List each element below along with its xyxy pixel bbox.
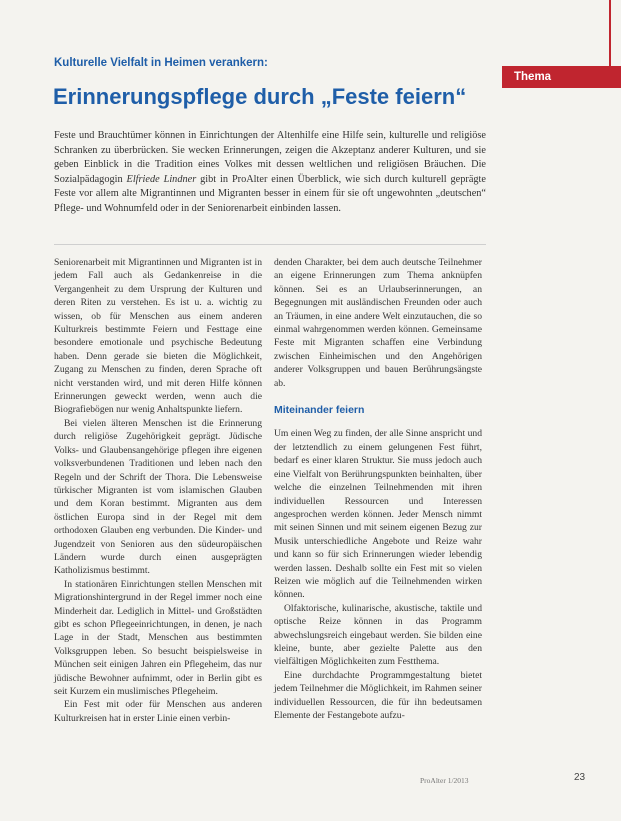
- lead-paragraph: [54, 129, 486, 217]
- journal-footer: ProAlter 1/2013: [420, 776, 469, 785]
- lead-divider: [54, 244, 486, 245]
- page-number: 23: [574, 772, 586, 783]
- right-paragraph-1: Um einen Weg zu finden, der alle Sinne anspricht und der letztendlich zu einem gelungenen Fest führt, bedarf es einer klaren Struktur. Sie muss jedoch auch eine Vielfalt von Berührungspunkten beinhalten, über welche die einzelnen Teilnehmenden mit ihren individuellen Ressourcen und Interessen angesprochen werden können. Jeder Mensch nimmt mit seinen Sinnen und mit seinem eigenen Bezug zur Musik unterschiedliche Angebote und Reize wahr und kann so für sich Erinnerungen wieder lebendig werden lassen. Deshalb sollte ein Fest mit so vielen Reizen wie möglich auf die Teilnehmenden wirken können.: [274, 428, 482, 601]
- right-paragraph-2: Olfaktorische, kulinarische, akustische, taktile und optische Reize können in das Programm abwechslungsreich eingebaut werden. Sie bilden eine kleine, bunte, aber gezielte Palette aus den vielfältigen Möglichkeiten zum Festthema.: [274, 602, 482, 668]
- subheading: Miteinander feiern: [274, 404, 365, 417]
- section-tab: Thema: [502, 66, 621, 88]
- left-column: [54, 256, 262, 725]
- right-intro-paragraph: denden Charakter, bei dem auch deutsche Teilnehmer an eigene Erinnerungen zum Thema anknüpfen können. Sei es an Urlaubserinnerungen, an Begegnungen mit ausländischen Freunden oder auch an Träumen, in eine andere Welt einzutauchen, die so einmal wahrgenommen werden können. Gemeinsame Feste mit Migranten schaffen eine Verbindung zwischen Einheimischen und den Angehörigen anderer Volksgruppen und bauen Berührungsängste ab.: [274, 257, 482, 389]
- kicker-line: Kulturelle Vielfalt in Heimen verankern:: [54, 57, 268, 69]
- article-title: Erinnerungspflege durch „Feste feiern“: [53, 84, 467, 109]
- lead-text-part2: gibt in ProAlter einen Überblick, wie sich durch kulturell geprägte Feste vor allem alte Migrantinnen und Migranten besser in einem für sie oft ungewohnten „deutschen“ Pflege- und Wohnumfeld oder in der Seniorenarbeit einbinden lassen.: [54, 173, 486, 214]
- left-paragraph-3: In stationären Einrichtungen stellen Menschen mit Migrationshintergrund in der Regel immer noch eine Minderheit dar. Lediglich in Mittel- und Großstädten gibt es schon Pflegeeinrichtungen, in denen, je nach Lage in der Stadt, Menschen aus bestimmten Volksgruppen leben. So besucht beispielsweise in München seit einigen Jahren ein Pflegeheim, das nur jüdische Bewohner aufnimmt, oder in Berlin gibt es seit Kurzem ein muslimisches Pflegeheim.: [54, 578, 262, 697]
- left-paragraph-2: Bei vielen älteren Menschen ist die Erinnerung durch religiöse Zugehörigkeit geprägt. Jüdische Volks- und Glaubensangehörige pflegen ihre eigenen volksverbundenen Traditionen und leben nach den Regeln und der Schrift der Thora. Die Lebensweise türkischer Migranten ist vom islamischen Glauben und dem Koran bestimmt. Migranten aus dem östlichen Europa sind in der Regel mit dem orthodoxen Glauben eng verbunden. Die Kinder- und Jugendzeit von Senioren aus den südeuropäischen Ländern wurde durch einen ausgeprägten Katholizismus bestimmt.: [54, 417, 262, 577]
- lead-text-part1: Feste und Brauchtümer können in Einrichtungen der Altenhilfe eine Hilfe sein, kulturelle und religiöse Schranken zu überbrücken. Sie wecken Erinnerungen, zeigen die Akzeptanz anderer Kulturen, und sie geben Einblick in die Tradition eines Volkes mit dessen weltlichen und religiösen Bräuchen. Die Sozialpädagogin: [54, 130, 486, 185]
- right-paragraph-3: Eine durchdachte Programmgestaltung bietet jedem Teilnehmer die Möglichkeit, im Rahmen seiner individuellen Ressourcen, die für ihn bedeutsamen Elemente der Festangebote aufzu-: [274, 669, 482, 721]
- left-paragraph-4: Ein Fest mit oder für Menschen aus anderen Kulturkreisen hat in erster Linie einen verbin-: [54, 699, 262, 724]
- right-column: [274, 256, 482, 722]
- left-paragraph-1: Seniorenarbeit mit Migrantinnen und Migranten ist in jedem Fall auch als Gedankenreise in die Vergangenheit zu dem Ursprung der Kulturen und deren Riten zu verstehen. Es ist u. a. wichtig zu wissen, ob für Menschen aus einem anderen Kulturkreis bestimmte Feiern und Festtage eine besondere emotionale und psychische Bedeutung haben. Denn gerade sie bieten die Möglichkeit, Zugang zu Menschen zu finden, deren Sprache oft nicht verstanden wird, und mit deren Hilfe können Erinnerungen geweckt werden, wenn auch die Biografiebögen nur wenig Anhaltspunkte liefern.: [54, 257, 262, 416]
- section-edge-line: [609, 0, 611, 66]
- lead-author: Elfriede Lindner: [126, 173, 197, 185]
